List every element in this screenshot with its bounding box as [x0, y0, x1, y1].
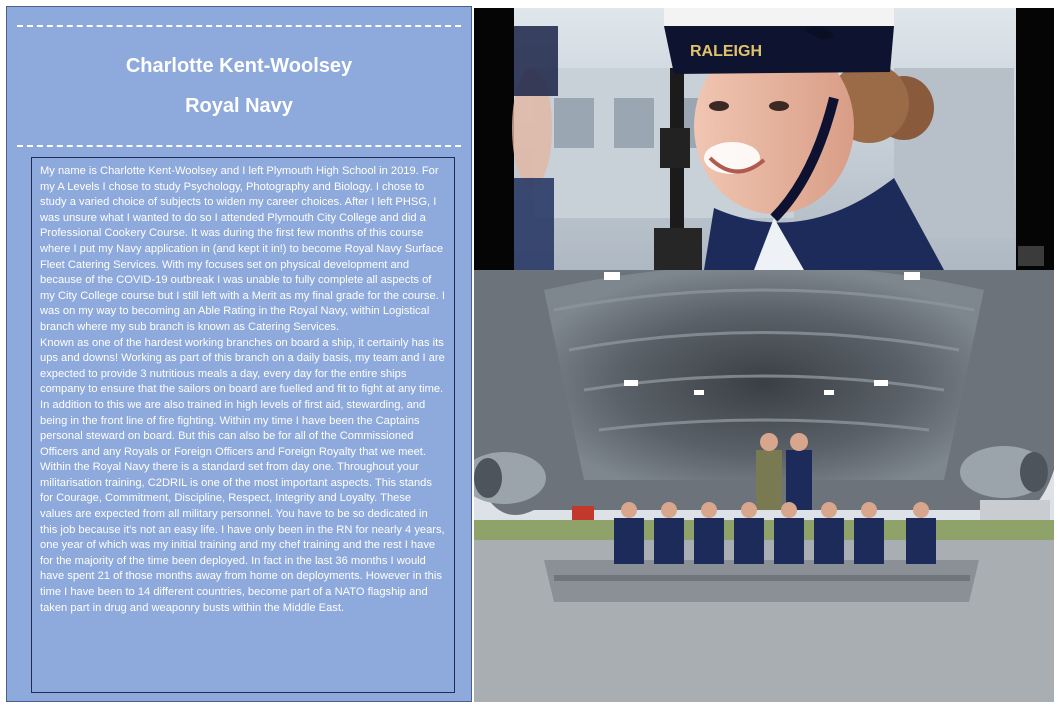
bio-text-box [31, 157, 455, 693]
profile-name: Charlotte Kent-Woolsey [125, 55, 353, 77]
bio-paragraph-1: My name is Charlotte Kent-Woolsey and I left Plymouth High School in 2019. For my A Levels I chose to study Psychology, Photography and Biology. I chose to study a varied choice of subjects to widen my career choices. After I left PHSG, I was unsure what I wanted to do so I attended Plymouth City College and did a Professional Cookery Course. It was during the first few months of this course where I put my Navy application in (and kept it in!) to become Royal Navy Surface Fleet Catering Services. With my focuses set on physical development and because of the COVID-19 outbreak I was unable to fully complete all aspects of my City College course but I still left with a Merit as my final grade for the course. I was on my way to becoming an Able Rating in the Royal Navy, within Logistical branch where my sub branch is known as Catering Services. [40, 165, 445, 333]
profile-organisation: Royal Navy [185, 95, 293, 117]
dashed-divider-bottom [17, 145, 461, 147]
profile-panel [6, 6, 472, 702]
sailor-portrait-illustration [474, 8, 1054, 270]
crew-aircraft-illustration [474, 270, 1054, 702]
crew-aircraft-photo [474, 270, 1054, 702]
cap-band-text: RALEIGH [690, 43, 762, 60]
sailor-portrait-photo [474, 8, 1054, 270]
dashed-divider-top [17, 25, 461, 27]
bio-paragraph-2: Known as one of the hardest working branches on board a ship, it certainly has its ups and downs! Working as part of this branch on a daily basis, my team and I are expected to provide 3 nutritious meals a day, every day for the entire ships company to ensure that the sailors on board are fuelled and fit to fight at any time. In addition to this we are also trained in high levels of first aid, stewarding, and being in the front line of fire fighting. Within my time I have been the Captains personal steward on board. But this can also be for all of the Commissioned Officers and any Royals or Foreign Officers and Foreign Royalty that we meet. Within the Royal Navy there is a standard set from day one. Throughout your militarisation training, C2DRIL is one of the most important aspects. This stands for Courage, Commitment, Discipline, Respect, Integrity and Loyalty. These values are expected from all military personnel. You have to be so dedicated in this job because it's not an easy life. I have only been in the RN for nearly 4 years, one year of which was my initial training and my chef training and the rest I have for the majority of the time been deployed. In fact in the last 36 months I would have spent 21 of those months away from home on deployments. However in this time I have been to 14 different countries, become part of a NATO flagship and taken part in drug and weaponry busts within the Middle East. [40, 336, 445, 614]
